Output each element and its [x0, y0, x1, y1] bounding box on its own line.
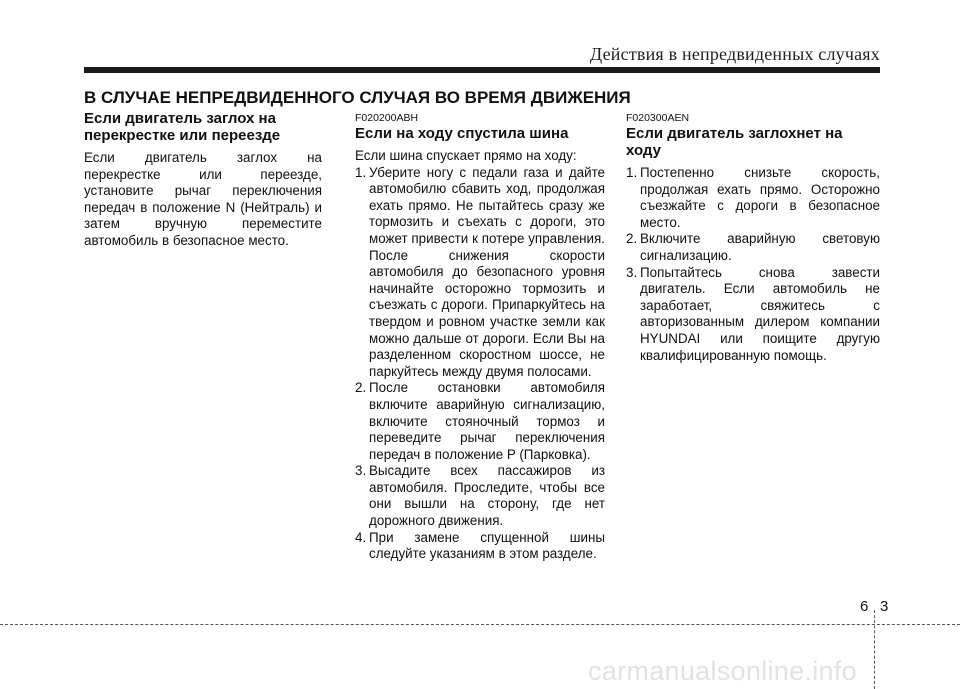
column-engine-stalls [626, 110, 880, 364]
list-item-number: 2. [626, 231, 638, 247]
list-item [626, 231, 880, 264]
section-code: F020200ABH [355, 112, 419, 124]
list-item-number: 4. [355, 529, 367, 545]
list-item [355, 530, 605, 563]
list-item-number: 2. [355, 380, 367, 396]
list-item-text: Включите аварийную световую сигнализацию. [640, 231, 880, 263]
steps-engine-stalls [626, 165, 880, 364]
section-title: В СЛУЧАЕ НЕПРЕДВИДЕННОГО СЛУЧАЯ ВО ВРЕМЯ ДВИЖЕНИЯ [84, 88, 631, 107]
list-item-text: После остановки автомобиля включите аварийную сигнализацию, включите стояночный тормоз и переведите рычаг переключения передач в положение P (Парковка). [369, 380, 605, 462]
list-item [626, 265, 880, 365]
page-number: 3 [880, 598, 889, 615]
heading-stalled-crossing: Если двигатель заглох на перекрестке или переезде [84, 110, 281, 144]
list-item-number: 1. [626, 165, 638, 180]
list-item-text: Постепенно снизьте скорость, продолжая ехать прямо. Осторожно съезжайте с дороги в безопасное место. [640, 165, 880, 230]
header-rule [84, 67, 880, 73]
list-item [626, 165, 880, 231]
list-item [355, 165, 605, 381]
footer-divider [874, 610, 875, 689]
list-item-text: При замене спущенной шины следуйте указаниям в этом разделе. [369, 529, 605, 562]
list-item [355, 463, 605, 529]
list-item-text: Уберите ногу с педали газа и дайте автомобилю сбавить ход, продолжая ехать прямо. Не пытайтесь сразу же тормозить и съехать с дороги, это может привести к потере управления. После снижения скорости автомобиля до безопасного уровня начинайте осторожно тормозить и съезжать с дороги. Припаркуйтесь на твердом и ровном участке земли как можно дальше от дороги. Если Вы на разделенном скоростном шоссе, не паркуйтесь между двумя полосами. [369, 164, 605, 379]
column-stalled-crossing [84, 110, 322, 250]
column-flat-tire [355, 110, 605, 563]
list-item-text: Попытайтесь снова завести двигатель. Если автомобиль не заработает, свяжитесь с авторизованным дилером компании HYUNDAI или поищите другую квалифицированную помощь. [640, 264, 880, 363]
list-item-number: 3. [355, 463, 367, 479]
running-header-title: Действия в непредвиденных случаях [589, 44, 880, 64]
section-code: F020300AEN [626, 112, 690, 124]
steps-flat-tire [355, 165, 605, 563]
list-item-number: 3. [626, 264, 638, 280]
list-item-number: 1. [355, 164, 367, 180]
paragraph-stalled-crossing: Если двигатель заглох на перекрестке или переезде, установите рычаг переключения передач в положение N (Нейтраль) и затем вручную переместите автомобиль в безопасное место. [84, 150, 322, 248]
list-item-text: Высадите всех пассажиров из автомобиля. Проследите, чтобы все они вышли на сторону, где нет дорожного движения. [369, 463, 605, 529]
watermark: carmanualsonline.info [588, 656, 857, 686]
list-item [355, 380, 605, 463]
heading-engine-stalls: Если двигатель заглохнет на ходу [626, 125, 843, 159]
intro-flat-tire: Если шина спускает прямо на ходу: [355, 148, 577, 163]
chapter-number: 6 [860, 598, 869, 615]
footer-rule [0, 624, 960, 625]
heading-flat-tire: Если на ходу спустила шина [355, 125, 569, 142]
